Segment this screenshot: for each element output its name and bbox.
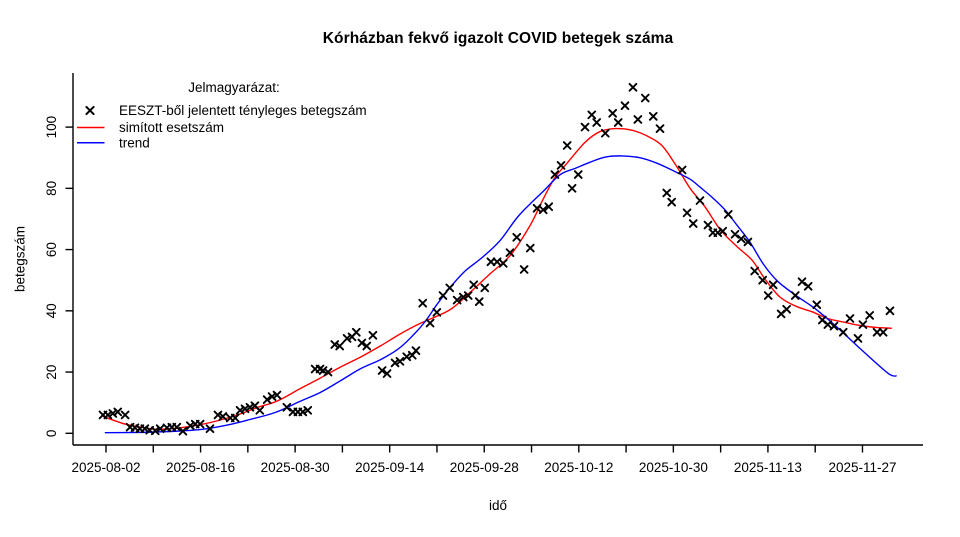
data-point-marker [500, 260, 507, 267]
data-point-marker [353, 329, 360, 336]
data-point-marker [615, 119, 622, 126]
data-point-marker [634, 116, 641, 123]
x-axis-label: idő [488, 498, 508, 513]
data-point-marker [588, 111, 595, 118]
data-point-marker [558, 162, 565, 169]
data-point-marker [799, 278, 806, 285]
data-point-marker [369, 332, 376, 339]
data-point-marker [738, 235, 745, 242]
data-point-marker [602, 130, 609, 137]
x-tick-label: 2025-09-28 [449, 460, 519, 475]
data-point-marker [470, 281, 477, 288]
x-tick-label: 2025-08-30 [260, 460, 330, 475]
y-tick-label: 100 [44, 115, 60, 139]
data-point-marker [440, 292, 447, 299]
y-tick-label: 40 [44, 303, 59, 319]
data-point-marker [593, 119, 600, 126]
x-tick-label: 2025-10-30 [638, 460, 708, 475]
smoothed-line [103, 129, 892, 430]
scatter-series [100, 84, 894, 435]
data-point-marker [668, 199, 675, 206]
data-point-marker [840, 329, 847, 336]
data-point-marker [650, 113, 657, 120]
data-point-marker [513, 234, 520, 241]
data-point-marker [642, 95, 649, 102]
data-point-marker [582, 124, 589, 131]
y-tick-label: 80 [44, 180, 59, 196]
data-point-marker [887, 307, 894, 314]
y-axis [66, 73, 74, 445]
data-point-marker [697, 197, 704, 204]
data-point-marker [805, 283, 812, 290]
data-point-marker [792, 292, 799, 299]
data-point-marker [569, 185, 576, 192]
legend-entry [77, 136, 150, 151]
y-tick-label: 60 [44, 242, 59, 258]
data-point-marker [874, 329, 881, 336]
x-tick-label: 2025-09-14 [355, 460, 425, 475]
data-point-marker [847, 315, 854, 322]
y-tick-labels [44, 116, 59, 437]
data-point-marker [283, 404, 290, 411]
data-point-marker [521, 266, 528, 273]
data-point-marker [770, 281, 777, 288]
legend-title: Jelmagyarázat: [188, 80, 280, 95]
x-tick-label: 2025-11-27 [828, 460, 897, 475]
x-axis [73, 445, 923, 453]
data-point-marker [751, 268, 758, 275]
x-tick-labels [71, 460, 896, 475]
data-point-marker [705, 222, 712, 229]
data-point-marker [783, 306, 790, 313]
data-point-marker [575, 171, 582, 178]
chart-title: Kórházban fekvő igazolt COVID betegek száma [322, 30, 674, 47]
data-point-marker [419, 300, 426, 307]
x-tick-label: 2025-08-02 [71, 460, 141, 475]
data-point-marker [684, 209, 691, 216]
legend-entry-label: simított esetszám [119, 120, 225, 136]
data-point-marker [732, 231, 739, 238]
y-tick-label: 20 [44, 364, 59, 380]
data-point-marker [527, 245, 534, 252]
data-point-marker [765, 292, 772, 299]
data-point-marker [427, 320, 434, 327]
data-point-marker [481, 284, 488, 291]
legend-entry [77, 120, 224, 135]
data-point-marker [446, 284, 453, 291]
y-tick-label: 0 [44, 429, 59, 438]
data-point-marker [880, 329, 887, 336]
data-point-marker [413, 347, 420, 354]
data-point-marker [855, 335, 862, 342]
x-tick-label: 2025-08-16 [166, 460, 236, 475]
data-point-marker [663, 190, 670, 197]
data-point-marker [630, 84, 637, 91]
data-point-marker [433, 309, 440, 316]
data-point-marker [609, 110, 616, 117]
data-point-marker [679, 167, 686, 174]
y-axis-label: betegszám [12, 225, 28, 293]
data-point-marker [690, 220, 697, 227]
data-point-marker [564, 142, 571, 149]
data-point-marker [866, 312, 873, 319]
data-point-marker [122, 412, 129, 419]
data-point-marker [622, 102, 629, 109]
legend-entry-label: EESZT-ből jelentett tényleges betegszám [119, 103, 367, 119]
legend [77, 80, 367, 151]
legend-entry [86, 103, 366, 118]
data-point-marker [488, 258, 495, 265]
data-point-marker [725, 211, 732, 218]
legend-entry-label: trend [119, 135, 150, 151]
legend-cross-marker-icon [86, 107, 93, 114]
data-point-marker [657, 125, 664, 132]
data-point-marker [476, 298, 483, 305]
x-tick-label: 2025-11-13 [733, 460, 802, 475]
x-tick-label: 2025-10-12 [544, 460, 614, 475]
data-point-marker [859, 321, 866, 328]
data-point-marker [256, 407, 263, 414]
data-point-marker [813, 301, 820, 308]
